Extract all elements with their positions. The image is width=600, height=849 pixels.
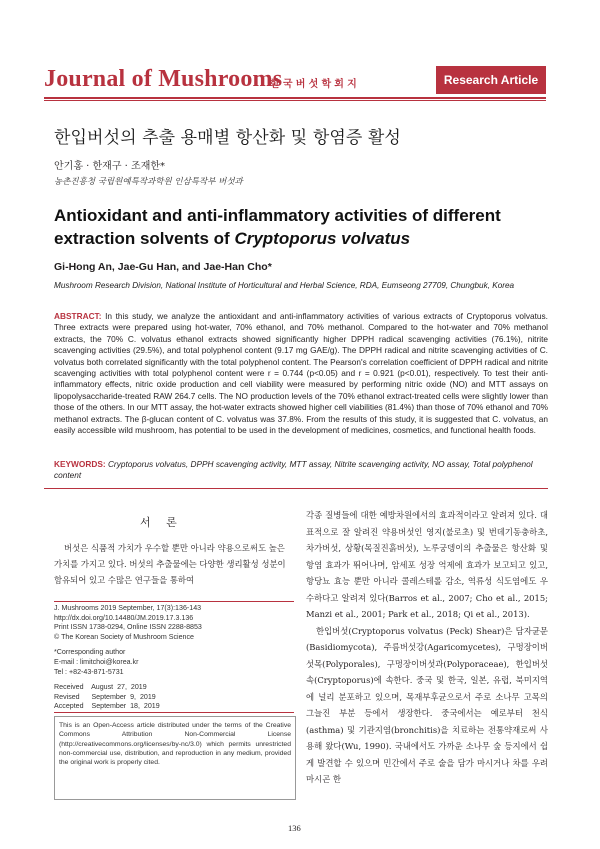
english-affiliation: Mushroom Research Division, National Institute of Horticultural and Herbal Science, RDA, Eumseong 27709, Chungbuk, Korea — [54, 281, 515, 290]
abstract-text: In this study, we analyze the antioxidant and anti-inflammatory activities of various extracts of Cryptoporus volvatus. Three extracts were prepared using hot-water, 70% ethanol, and 70% methanol. Compared to the hot-water and 70% methanol extracts, the 70% C. volvatus ethanol extracts showed significantly higher DPPH radical scavenging activities (76.1%), nitrite scavenging activities (29.5%), and total polyphenol content (9.17 mg GAE/g). The DPPH radical and nitrite scavenging activities of C. volvatus both correlated significantly with the total polyphenol content. The Pearson's correlation coefficient of DPPH radical and nitrite scavenging activities with total polyphenol content were r = 0.744 (p<0.05) and r = 0.921 (p<0.01), respectively. To test their anti-inflammatory effects, nitric oxide production and cell viability were measured by performing nitric oxide (NO) and MTT assays on lipopolysaccharide-treated RAW 264.7 cells. The NO production levels of the 70% ethanol extract-treated cells were slightly lower than those of the others. In our MTT assay, the hot-water extracts showed higher cell viabilities (81.4%) than those of 70% ethanol and 70% methanol extracts. The β-glucan content of C. volvatus was 37.8%. From the results of this study, it is suggested that C. volvatus, an easily accessible wild mushroom, has potential to be used in the development of medicines, cosmetics, and functional health foods. — [54, 311, 548, 436]
english-authors: Gi-Hong An, Jae-Gu Han, and Jae-Han Cho* — [54, 261, 272, 273]
keywords — [54, 459, 548, 482]
article-type-badge: Research Article — [436, 66, 546, 94]
korean-affiliation: 농촌진흥청 국립원예특작과학원 인삼특작부 버섯과 — [54, 177, 243, 187]
english-title-species: Cryptoporus volvatus — [234, 229, 411, 248]
abstract — [54, 311, 548, 436]
received-date: Received August 27, 2019 — [54, 683, 147, 692]
keywords-label: KEYWORDS: — [54, 459, 106, 469]
page-number: 136 — [288, 823, 301, 833]
revised-date: Revised September 9, 2019 — [54, 692, 156, 701]
accepted-date: Accepted September 18, 2019 — [54, 702, 160, 711]
tel: Tel : +82-43-871-5731 — [54, 667, 124, 676]
corresponding-label: *Corresponding author — [54, 648, 126, 657]
issn: Print ISSN 1738-0294, Online ISSN 2288-8853 — [54, 623, 202, 632]
copyright: © The Korean Society of Mushroom Science — [54, 632, 194, 641]
section-divider — [44, 488, 548, 489]
abstract-label: ABSTRACT: — [54, 311, 102, 321]
intro-right-paragraph-2: 한입버섯(Cryptoporus volvatus (Peck) Shear)은 담자균문(Basidiomycota), 주름버섯강(Agaricomycetes), 구멍장이버섯목(Polyporales), 구멍장이버섯과(Polyporaceae), 한입버섯속(Cryptoporus)에 속한다. 중국 및 한국, 일본, 유럽, 북미지역에 널리 분포하고 있으며, 목재부후균으로서 주로 소나무 고목의 그늘진 부분 등에서 생장한다. 중국에서는 예로부터 천식(asthma) 및 기관지염(bronchitis)을 치료하는 전통약재로써 사용해 왔다(Wu, 1990). 국내에서도 가까운 소나무 숲 등지에서 쉽게 발견할 수 있으며 민간에서 주로 술을 담가 마시거나 차를 우려 마시곤 한 — [306, 625, 548, 784]
article-info-box — [54, 601, 294, 713]
citation: J. Mushrooms 2019 September, 17(3):136-143 — [54, 604, 202, 612]
english-title-prefix: extraction solvents of — [54, 229, 235, 248]
english-title — [54, 204, 544, 250]
journal-korean-name: 한국버섯학회지 — [270, 79, 361, 90]
header-rule-thin — [44, 100, 546, 101]
open-access-notice: This is an Open-Access article distributed under the terms of the Creative Commons Attribution Non-Commercial License (http://creativecommons.org/licenses/by-nc/3.0) which permits unrestricted non-commercial use, distribution, and reproduction in any medium, provided the original work is properly cited. — [54, 716, 296, 800]
intro-left-paragraph: 버섯은 식품적 가치가 우수할 뿐만 아니라 약용으로써도 높은 가치를 가지고 있다. 버섯의 추출물에는 다양한 생리활성 성분이 함유되어 있고 수많은 연구들을 통하여 — [54, 543, 286, 585]
intro-right-column — [306, 507, 548, 788]
english-title-line2 — [54, 227, 544, 250]
intro-heading: 서 론 — [140, 516, 183, 529]
korean-title: 한입버섯의 추출 용매별 항산화 및 항염증 활성 — [54, 128, 401, 148]
header-rule — [44, 97, 546, 99]
journal-name: Journal of Mushrooms — [44, 66, 283, 92]
english-title-line1: Antioxidant and anti-inflammatory activities of different — [54, 206, 501, 225]
doi-link[interactable]: http://dx.doi.org/10.14480/JM.2019.17.3.136 — [54, 613, 194, 622]
intro-left-column — [54, 540, 294, 588]
keywords-text: Cryptoporus volvatus, DPPH scavenging activity, MTT assay, Nitrite scavenging activity, NO assay, Total polyphenol content — [54, 459, 533, 481]
korean-authors: 안기홍 · 한재구 · 조재한* — [54, 161, 166, 172]
intro-right-paragraph-1: 각종 질병들에 대한 예방차원에서의 효과적이라고 알려져 있다. 대표적으로 잘 알려진 약용버섯인 영지(불로초) 및 번데기동충하초, 차가버섯, 상황(목질진흙버섯), 노루궁뎅이의 추출물은 항산화 및 항염 효과가 뛰어나며, 암세포 성장 억제에 효과가 보고되고 있고, 항당뇨 효능 뿐만 아니라 콜레스테롤 감소, 역류성 식도염에도 우수하다고 알려져 있다(Barros et al., 2007; Cho et al., 2015; Manzi et al., 2001; Park et al., 2018; Qi et al., 2013). — [306, 510, 548, 619]
email[interactable]: E-mail : limitchoi@korea.kr — [54, 657, 139, 666]
